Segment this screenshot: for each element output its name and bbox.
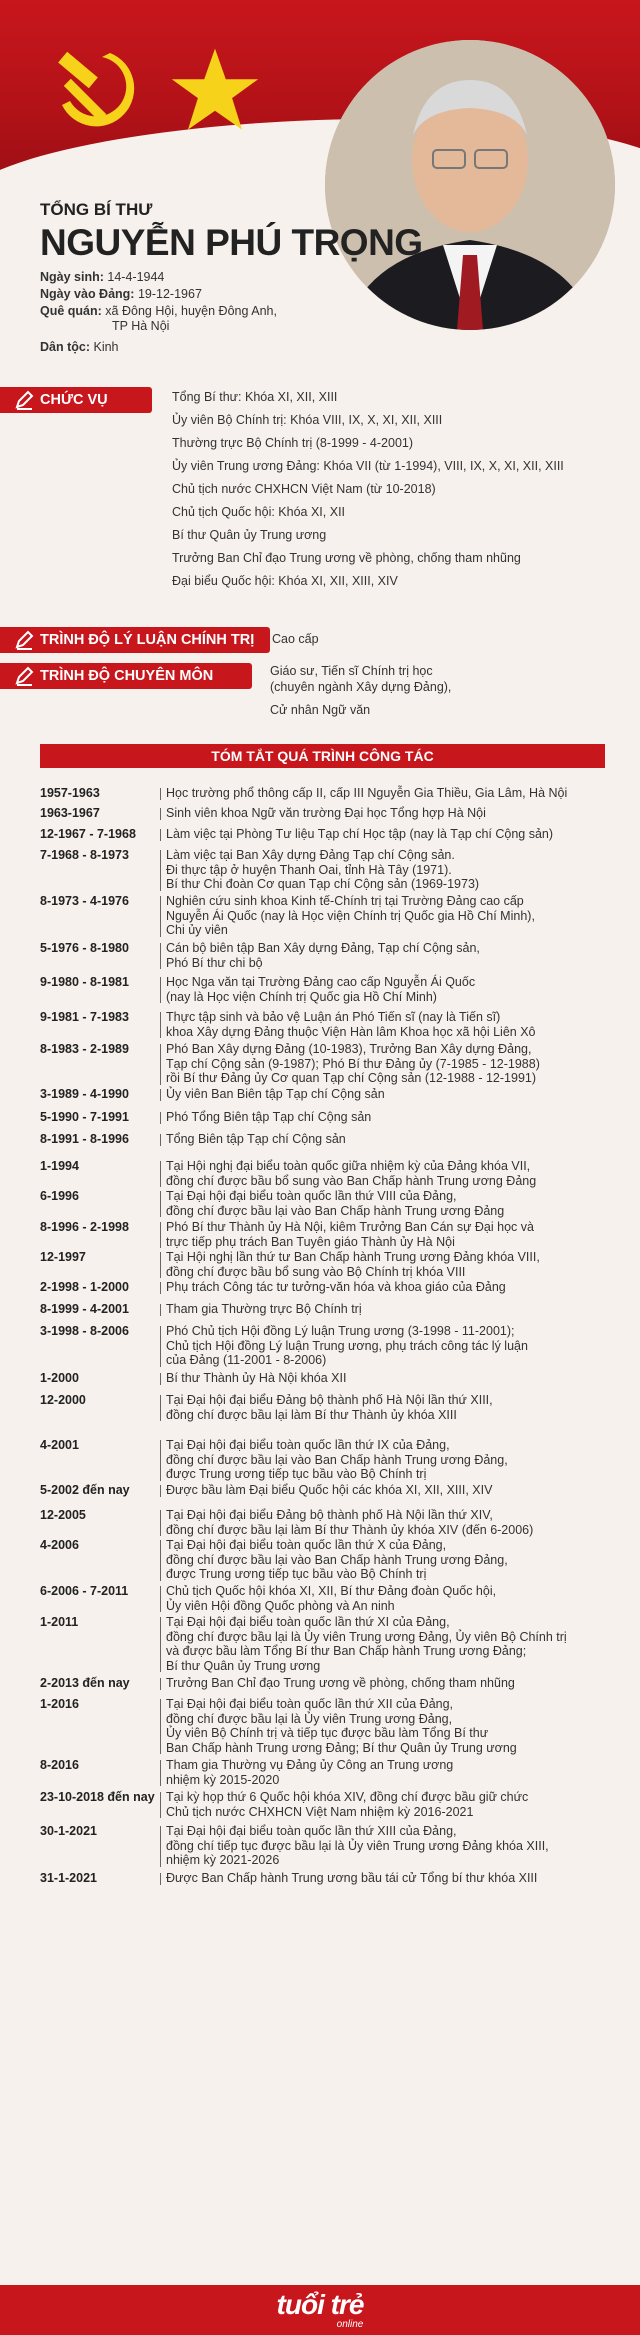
timeline-line: đồng chí được bầu lại là Ủy viên Trung ương Đảng, <box>166 1711 453 1726</box>
timeline-line: Nghiên cứu sinh khoa Kinh tế-Chính trị tại Trường Đảng cao cấp <box>166 894 524 908</box>
timeline-description <box>166 1159 611 1188</box>
timeline-separator <box>160 1586 161 1612</box>
timeline-description <box>166 1790 611 1819</box>
timeline-line: của Đảng (11-2001 - 8-2006) <box>166 1353 327 1367</box>
timeline-description <box>166 1010 611 1039</box>
timeline-date: 8-1991 - 8-1996 <box>40 1132 129 1146</box>
timeline-separator <box>160 1440 161 1481</box>
timeline-line: Tham gia Thường trực Bộ Chính trị <box>166 1302 362 1316</box>
timeline-line: đồng chí được bầu bổ sung vào Bộ Chính trị khóa VIII <box>166 1264 466 1279</box>
timeline-line: Cán bộ biên tập Ban Xây dựng Đảng, Tạp chí Cộng sản, <box>166 941 480 955</box>
theory-value: Cao cấp <box>272 632 319 646</box>
timeline-separator <box>160 1012 161 1038</box>
timeline-separator <box>160 1044 161 1085</box>
timeline-line: Tại kỳ họp thứ 6 Quốc hội khóa XIV, đồng chí được bầu giữ chức <box>166 1790 529 1804</box>
timeline-separator <box>160 1191 161 1217</box>
timeline-separator <box>160 1699 161 1754</box>
position-item: Ủy viên Trung ương Đảng: Khóa VII (từ 1-1994), VIII, IX, X, XI, XII, XIII <box>172 459 564 473</box>
timeline-description <box>166 1871 611 1886</box>
timeline-separator <box>160 1617 161 1672</box>
position-item: Bí thư Quân ủy Trung ương <box>172 528 327 542</box>
timeline-separator <box>160 1792 161 1818</box>
timeline-line: Tham gia Thường vụ Đảng ủy Công an Trung ương <box>166 1758 454 1772</box>
timeline-date: 1-2000 <box>40 1371 79 1385</box>
timeline-line: Tại Đại hội đại biểu toàn quốc lần thứ XIII của Đảng, <box>166 1824 457 1838</box>
timeline-date: 23-10-2018 đến nay <box>40 1790 155 1804</box>
timeline-description <box>166 1250 611 1279</box>
expertise-line: (chuyên ngành Xây dựng Đảng), <box>270 680 452 694</box>
timeline-date: 8-1983 - 2-1989 <box>40 1042 129 1056</box>
timeline-line: Học trường phổ thông cấp II, cấp III Nguyễn Gia Thiều, Gia Lâm, Hà Nội <box>166 786 568 800</box>
position-item: Chủ tịch Quốc hội: Khóa XI, XII <box>172 505 346 519</box>
position-item: Ủy viên Bộ Chính trị: Khóa VIII, IX, X, XI, XII, XIII <box>172 413 443 427</box>
timeline-line: khoa Xây dựng Đảng thuộc Viện Hàn lâm Khoa học xã hội Liên Xô <box>166 1024 536 1039</box>
timeline-separator <box>160 1134 161 1146</box>
timeline-date: 12-1967 - 7-1968 <box>40 827 136 841</box>
portrait-photo <box>325 40 615 330</box>
timeline-line: Phó Chủ tịch Hội đồng Lý luận Trung ương (3-1998 - 11-2001); <box>166 1324 515 1338</box>
timeline-line: Phó Bí thư chi bộ <box>166 955 263 970</box>
timeline-date: 1-2011 <box>40 1615 79 1629</box>
timeline-date: 12-2000 <box>40 1393 86 1407</box>
profile-birth: Ngày sinh: 14-4-1944 <box>40 270 165 284</box>
position-item: Đại biểu Quốc hội: Khóa XI, XII, XIII, XIV <box>172 574 398 588</box>
timeline-description <box>166 1324 611 1368</box>
timeline-line: nhiệm kỳ 2021-2026 <box>166 1853 280 1867</box>
timeline-separator <box>160 896 161 937</box>
timeline-date: 1-1994 <box>40 1159 79 1173</box>
timeline-line: Học Nga văn tại Trường Đảng cao cấp Nguyễn Ái Quốc <box>166 975 476 989</box>
timeline-line: Tại Đại hội đại biểu Đảng bộ thành phố Hà Nội lần thứ XIII, <box>166 1393 493 1407</box>
timeline-separator <box>160 1112 161 1124</box>
timeline-date: 8-1973 - 4-1976 <box>40 894 129 908</box>
timeline-description <box>166 1393 611 1422</box>
timeline-separator <box>160 1540 161 1581</box>
timeline-date: 7-1968 - 8-1973 <box>40 848 129 862</box>
timeline-line: Chủ tịch nước CHXHCN Việt Nam nhiệm kỳ 2016-2021 <box>166 1804 474 1819</box>
timeline-line: Phụ trách Công tác tư tưởng-văn hóa và khoa giáo của Đảng <box>166 1280 506 1294</box>
timeline-description <box>166 1438 611 1482</box>
timeline-description <box>166 1584 611 1613</box>
timeline-line: trực tiếp phụ trách Ban Tuyên giáo Thành ủy Hà Nội <box>166 1234 455 1249</box>
timeline-separator <box>160 943 161 969</box>
timeline-description <box>166 827 611 842</box>
timeline-line: Trưởng Ban Chỉ đạo Trung ương về phòng, chống tham nhũng <box>166 1676 515 1690</box>
timeline-line: Tại Đại hội đại biểu toàn quốc lần thứ XII của Đảng, <box>166 1697 454 1711</box>
timeline-separator <box>160 1826 161 1867</box>
timeline-line: đồng chí được bầu lại vào Ban Chấp hành Trung ương Đảng <box>166 1203 505 1218</box>
timeline-description <box>166 786 611 801</box>
timeline-line: Ủy viên Ban Biên tập Tạp chí Cộng sản <box>166 1087 385 1101</box>
timeline-line: Thực tập sinh và bảo vệ Luận án Phó Tiến sĩ (nay là Tiến sĩ) <box>166 1010 501 1024</box>
timeline-line: đồng chí được bầu lại làm Bí thư Thành ủy khóa XIV (đến 6-2006) <box>166 1522 534 1537</box>
timeline-date: 6-2006 - 7-2011 <box>40 1584 129 1598</box>
timeline-line: Sinh viên khoa Ngữ văn trường Đại học Tổng hợp Hà Nội <box>166 806 486 820</box>
timeline-line: và được bầu làm Tổng Bí thư Ban Chấp hành Trung ương Đảng; <box>166 1644 527 1658</box>
timeline-description <box>166 1189 611 1218</box>
profile-hometown-2: TP Hà Nội <box>112 319 170 333</box>
timeline-line: Ủy viên Hội đồng Quốc phòng và An ninh <box>166 1598 395 1613</box>
timeline-line: rồi Bí thư Đảng ủy Cơ quan Tạp chí Cộng sản (12-1988 - 12-1991) <box>166 1071 537 1085</box>
timeline-line: Chi ủy viên <box>166 923 228 937</box>
timeline-line: Chủ tịch Quốc hội khóa XI, XII, Bí thư Đảng đoàn Quốc hội, <box>166 1584 497 1598</box>
timeline-description <box>166 1483 611 1498</box>
timeline-date: 1-2016 <box>40 1697 79 1711</box>
profile-hometown: Quê quán: xã Đông Hội, huyện Đông Anh, <box>40 304 277 318</box>
timeline-date: 12-2005 <box>40 1508 86 1522</box>
timeline-description <box>166 1371 611 1386</box>
timeline-title: TÓM TẮT QUÁ TRÌNH CÔNG TÁC <box>40 744 605 768</box>
timeline-separator <box>160 1326 161 1367</box>
timeline-line: Tổng Biên tập Tạp chí Cộng sản <box>166 1132 346 1146</box>
timeline-date: 2-2013 đến nay <box>40 1676 130 1690</box>
timeline-separator <box>160 1304 161 1316</box>
timeline-line: được Trung ương tiếp tục bầu vào Bộ Chính trị <box>166 1467 427 1481</box>
timeline-separator <box>160 1395 161 1421</box>
timeline-line: Phó Ban Xây dựng Đảng (10-1983), Trưởng Ban Xây dựng Đảng, <box>166 1042 532 1056</box>
expertise-line: Cử nhân Ngữ văn <box>270 703 371 717</box>
timeline-line: Ban Chấp hành Trung ương Đảng; Bí thư Quân ủy Trung ương <box>166 1740 517 1755</box>
profile-ethnicity: Dân tộc: Kinh <box>40 340 119 354</box>
position-item: Chủ tịch nước CHXHCN Việt Nam (từ 10-2018) <box>172 482 436 496</box>
timeline-description <box>166 1280 611 1295</box>
timeline-description <box>166 1042 611 1086</box>
timeline-description <box>166 806 611 821</box>
timeline-date: 8-1996 - 2-1998 <box>40 1220 129 1234</box>
timeline-date: 3-1989 - 4-1990 <box>40 1087 129 1101</box>
timeline-line: đồng chí được bầu lại làm Bí thư Thành ủy khóa XIII <box>166 1407 457 1422</box>
section-positions-label: CHỨC VỤ <box>0 387 152 413</box>
timeline-separator <box>160 1373 161 1385</box>
position-item: Thường trực Bộ Chính trị (8-1999 - 4-2001) <box>172 436 414 450</box>
timeline-description <box>166 975 611 1004</box>
timeline-line: đồng chí tiếp tục được bầu lại là Ủy viên Trung ương Đảng khóa XIII, <box>166 1838 549 1853</box>
timeline-separator <box>160 1282 161 1294</box>
timeline-line: Ủy viên Bộ Chính trị và tiếp tục được bầu làm Tổng Bí thư <box>166 1726 489 1740</box>
timeline-description <box>166 1220 611 1249</box>
timeline-date: 8-2016 <box>40 1758 79 1772</box>
timeline-line: Phó Tổng Biên tập Tạp chí Cộng sản <box>166 1110 372 1124</box>
timeline-date: 1957-1963 <box>40 786 100 800</box>
timeline-separator <box>160 1161 161 1187</box>
timeline-line: Tại Đại hội đại biểu Đảng bộ thành phố Hà Nội lần thứ XIV, <box>166 1508 493 1522</box>
timeline-date: 31-1-2021 <box>40 1871 97 1885</box>
timeline-description <box>166 894 611 938</box>
timeline-line: đồng chí được bầu bổ sung vào Ban Chấp hành Trung ương Đảng <box>166 1173 537 1188</box>
timeline-line: (nay là Học viện Chính trị Quốc gia Hồ Chí Minh) <box>166 989 437 1004</box>
timeline-line: được Trung ương tiếp tục bầu vào Bộ Chính trị <box>166 1567 427 1581</box>
timeline-line: Tại Đại hội đại biểu toàn quốc lần thứ X của Đảng, <box>166 1538 447 1552</box>
section-theory-label: TRÌNH ĐỘ LÝ LUẬN CHÍNH TRỊ <box>0 627 270 653</box>
hammer-sickle-icon <box>40 35 140 135</box>
profile-party-date: Ngày vào Đảng: 19-12-1967 <box>40 287 202 301</box>
timeline-line: Tại Đại hội đại biểu toàn quốc lần thứ IX của Đảng, <box>166 1438 450 1452</box>
timeline-line: Tại Hội nghị đại biểu toàn quốc giữa nhiệm kỳ của Đảng khóa VII, <box>166 1159 531 1173</box>
timeline-line: Tạp chí Cộng sản (9-1987); Phó Bí thư Đảng ủy (7-1985 - 12-1988) <box>166 1056 540 1071</box>
section-expertise-label: TRÌNH ĐỘ CHUYÊN MÔN <box>0 663 252 689</box>
timeline-line: Bí thư Chi đoàn Cơ quan Tạp chí Cộng sản (1969-1973) <box>166 877 480 891</box>
position-item: Trưởng Ban Chỉ đạo Trung ương về phòng, chống tham nhũng <box>172 551 521 565</box>
timeline-description <box>166 1697 611 1755</box>
timeline-line: Làm việc tại Phòng Tư liệu Tạp chí Học tập (nay là Tạp chí Cộng sản) <box>166 827 554 841</box>
timeline-separator <box>160 1873 161 1885</box>
timeline-separator <box>160 1252 161 1278</box>
timeline-line: Nguyễn Ái Quốc (nay là Học viện Chính trị Quốc gia Hồ Chí Minh), <box>166 908 535 923</box>
timeline-line: đồng chí được bầu lại vào Ban Chấp hành Trung ương Đảng, <box>166 1552 508 1567</box>
timeline-line: đồng chí được bầu lại là Ủy viên Trung ương Đảng, Ủy viên Bộ Chính trị <box>166 1629 567 1644</box>
tuoitre-logo: tuổi trẻ online <box>276 2289 364 2330</box>
expertise-line: Giáo sư, Tiến sĩ Chính trị học <box>270 664 433 678</box>
timeline-line: Được Ban Chấp hành Trung ương bầu tái cử Tổng bí thư khóa XIII <box>166 1871 538 1885</box>
timeline-separator <box>160 1089 161 1101</box>
timeline-separator <box>160 1222 161 1248</box>
pen-icon <box>14 630 34 650</box>
timeline-description <box>166 1110 611 1125</box>
timeline-line: đồng chí được bầu lại vào Ban Chấp hành Trung ương Đảng, <box>166 1452 508 1467</box>
timeline-description <box>166 1615 611 1673</box>
title-name: NGUYỄN PHÚ TRỌNG <box>40 222 423 263</box>
timeline-separator <box>160 1510 161 1536</box>
timeline-date: 3-1998 - 8-2006 <box>40 1324 129 1338</box>
timeline-description <box>166 1302 611 1317</box>
timeline-separator <box>160 829 161 841</box>
timeline-date: 4-2006 <box>40 1538 79 1552</box>
yellow-star-icon <box>170 45 260 135</box>
timeline-date: 5-1990 - 7-1991 <box>40 1110 129 1124</box>
timeline-line: Tại Đại hội đại biểu toàn quốc lần thứ XI của Đảng, <box>166 1615 450 1629</box>
timeline-line: Tại Đại hội đại biểu toàn quốc lần thứ VIII của Đảng, <box>166 1189 457 1203</box>
timeline-date: 30-1-2021 <box>40 1824 97 1838</box>
timeline-description <box>166 941 611 970</box>
timeline-description <box>166 848 611 892</box>
pen-icon <box>14 666 34 686</box>
pen-icon <box>14 390 34 410</box>
timeline-line: Chủ tịch Hội đồng Lý luận Trung ương, phụ trách công tác lý luận <box>166 1338 528 1353</box>
timeline-separator <box>160 1760 161 1786</box>
timeline-description <box>166 1087 611 1102</box>
timeline-separator <box>160 977 161 1003</box>
timeline-date: 5-2002 đến nay <box>40 1483 130 1497</box>
timeline-description <box>166 1824 611 1868</box>
timeline-date: 2-1998 - 1-2000 <box>40 1280 129 1294</box>
position-item: Tổng Bí thư: Khóa XI, XII, XIII <box>172 390 338 404</box>
timeline-separator <box>160 850 161 891</box>
timeline-line: Được bầu làm Đại biểu Quốc hội các khóa XI, XII, XIII, XIV <box>166 1483 493 1497</box>
timeline-description <box>166 1538 611 1582</box>
timeline-line: Phó Bí thư Thành ủy Hà Nội, kiêm Trưởng Ban Cán sự Đại học và <box>166 1220 534 1234</box>
timeline-line: nhiệm kỳ 2015-2020 <box>166 1772 280 1787</box>
title-small: TỔNG BÍ THƯ <box>40 200 153 219</box>
timeline-description <box>166 1676 611 1691</box>
timeline-date: 5-1976 - 8-1980 <box>40 941 129 955</box>
timeline-line: Làm việc tại Ban Xây dựng Đảng Tạp chí Cộng sản. <box>166 848 455 862</box>
timeline-date: 1963-1967 <box>40 806 100 820</box>
timeline-date: 9-1980 - 8-1981 <box>40 975 129 989</box>
timeline-description <box>166 1758 611 1787</box>
timeline-date: 8-1999 - 4-2001 <box>40 1302 129 1316</box>
timeline-description <box>166 1132 611 1147</box>
timeline-date: 9-1981 - 7-1983 <box>40 1010 129 1024</box>
timeline-description <box>166 1508 611 1537</box>
timeline-separator <box>160 1485 161 1497</box>
timeline-line: Tại Hội nghị lần thứ tư Ban Chấp hành Trung ương Đảng khóa VIII, <box>166 1250 540 1264</box>
timeline-separator <box>160 808 161 820</box>
timeline-date: 6-1996 <box>40 1189 79 1203</box>
timeline-date: 12-1997 <box>40 1250 86 1264</box>
timeline-separator <box>160 788 161 800</box>
timeline-separator <box>160 1678 161 1690</box>
timeline-line: Đi thực tập ở huyện Thanh Oai, tỉnh Hà Tây (1971). <box>166 862 452 877</box>
timeline-date: 4-2001 <box>40 1438 79 1452</box>
timeline-line: Bí thư Quân ủy Trung ương <box>166 1658 321 1673</box>
timeline-line: Bí thư Thành ủy Hà Nội khóa XII <box>166 1371 347 1385</box>
